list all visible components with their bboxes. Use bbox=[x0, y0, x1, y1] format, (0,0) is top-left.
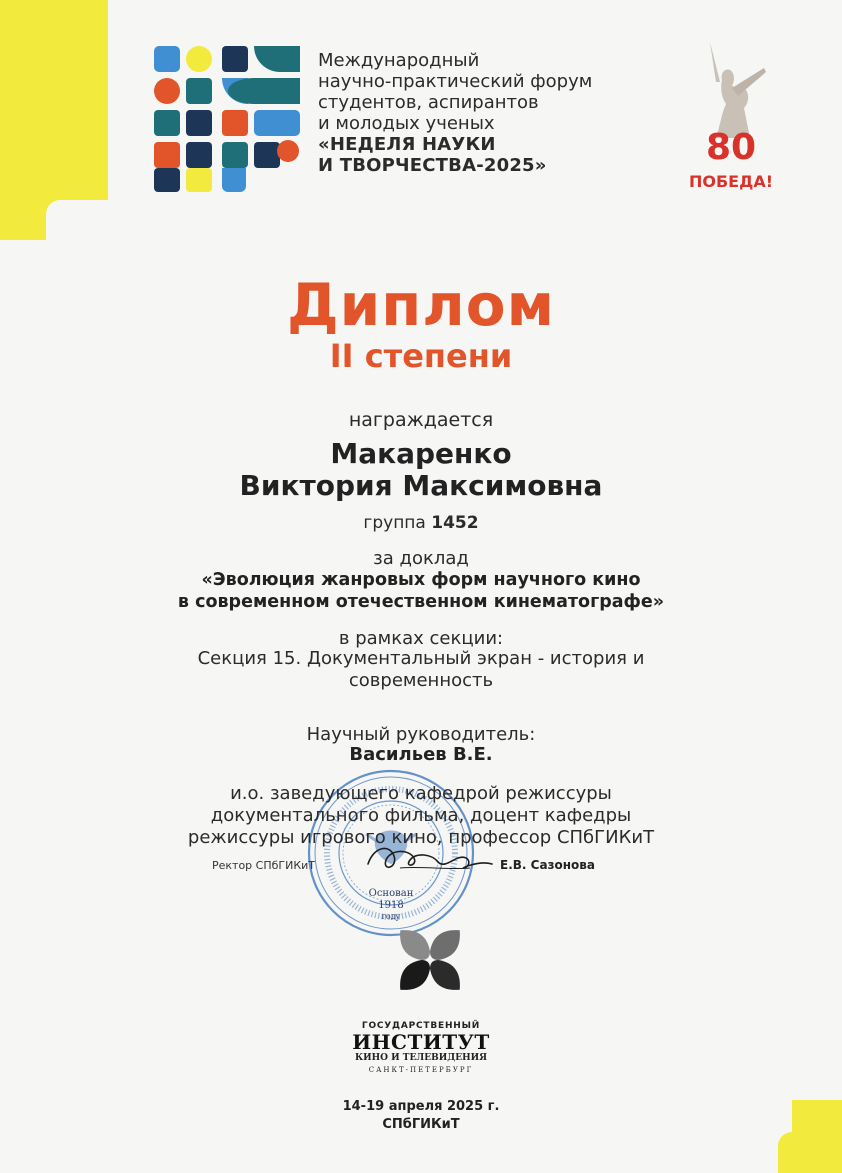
supervisor-title-line: и.о. заведующего кафедрой режиссуры bbox=[230, 783, 612, 804]
section-name-line: Секция 15. Документальный экран - история и bbox=[197, 648, 645, 669]
diploma-degree: II степени bbox=[329, 337, 513, 375]
forum-mosaic-logo bbox=[152, 44, 302, 194]
section-name-line: современность bbox=[348, 670, 494, 691]
forum-name bbox=[318, 50, 678, 176]
recipient-name bbox=[0, 438, 842, 502]
forum-title-line: «НЕДЕЛЯ НАУКИ bbox=[318, 134, 496, 155]
victory-number: 80 bbox=[705, 127, 757, 168]
report-title-line: «Эволюция жанровых форм научного кино bbox=[201, 570, 641, 590]
forum-title-line: И ТВОРЧЕСТВА-2025» bbox=[318, 155, 547, 176]
recipient-surname: Макаренко bbox=[330, 437, 512, 470]
section-lead: в рамках секции: bbox=[338, 628, 504, 649]
institute-city: САНКТ-ПЕТЕРБУРГ bbox=[368, 1066, 474, 1074]
supervisor-name: Васильев В.Е. bbox=[349, 744, 493, 765]
seal-founded: Основан bbox=[368, 888, 414, 899]
group-number: 1452 bbox=[431, 513, 479, 533]
forum-line: и молодых ученых bbox=[318, 113, 495, 134]
victory-word: ПОБЕДА! bbox=[688, 172, 774, 191]
diploma-title: Диплом bbox=[286, 271, 556, 339]
group-label: группа bbox=[363, 513, 426, 533]
supervisor-title-line: документального фильма, доцент кафедры bbox=[210, 805, 632, 826]
report-lead: за доклад bbox=[373, 548, 469, 569]
institute-name-small: ГОСУДАРСТВЕННЫЙ bbox=[361, 1021, 481, 1031]
victory-80-emblem bbox=[686, 38, 776, 198]
supervisor-lead: Научный руководитель: bbox=[306, 724, 536, 745]
rector-name: Е.В. Сазонова bbox=[500, 858, 595, 872]
seal-year-word: году bbox=[381, 912, 401, 921]
rector-signature bbox=[360, 838, 500, 878]
group-info bbox=[0, 512, 842, 534]
recipient-given-names: Виктория Максимовна bbox=[239, 469, 603, 502]
section-name bbox=[0, 648, 842, 692]
organizer-name: СПбГИКиТ bbox=[382, 1117, 460, 1132]
supervisor-title-line: режиссуры игрового кино, профессор СПбГИКиТ bbox=[187, 827, 655, 848]
institute-name-sub: КИНО И ТЕЛЕВИДЕНИЯ bbox=[354, 1053, 488, 1063]
forum-line: Международный bbox=[318, 50, 480, 71]
seal-year: 1918 bbox=[378, 900, 404, 911]
yellow-tab-decoration bbox=[0, 0, 108, 240]
institute-name-big: ИНСТИТУТ bbox=[352, 1030, 490, 1054]
report-title-line: в современном отечественном кинематографе» bbox=[177, 592, 665, 612]
rector-label: Ректор СПбГИКиТ bbox=[212, 859, 316, 872]
institute-flower-logo bbox=[380, 910, 480, 1010]
forum-line: студентов, аспирантов bbox=[318, 92, 539, 113]
forum-line: научно-практический форум bbox=[318, 71, 593, 92]
report-title bbox=[0, 569, 842, 613]
event-dates: 14-19 апреля 2025 г. bbox=[342, 1099, 500, 1114]
awarded-label: награждается bbox=[348, 409, 494, 431]
